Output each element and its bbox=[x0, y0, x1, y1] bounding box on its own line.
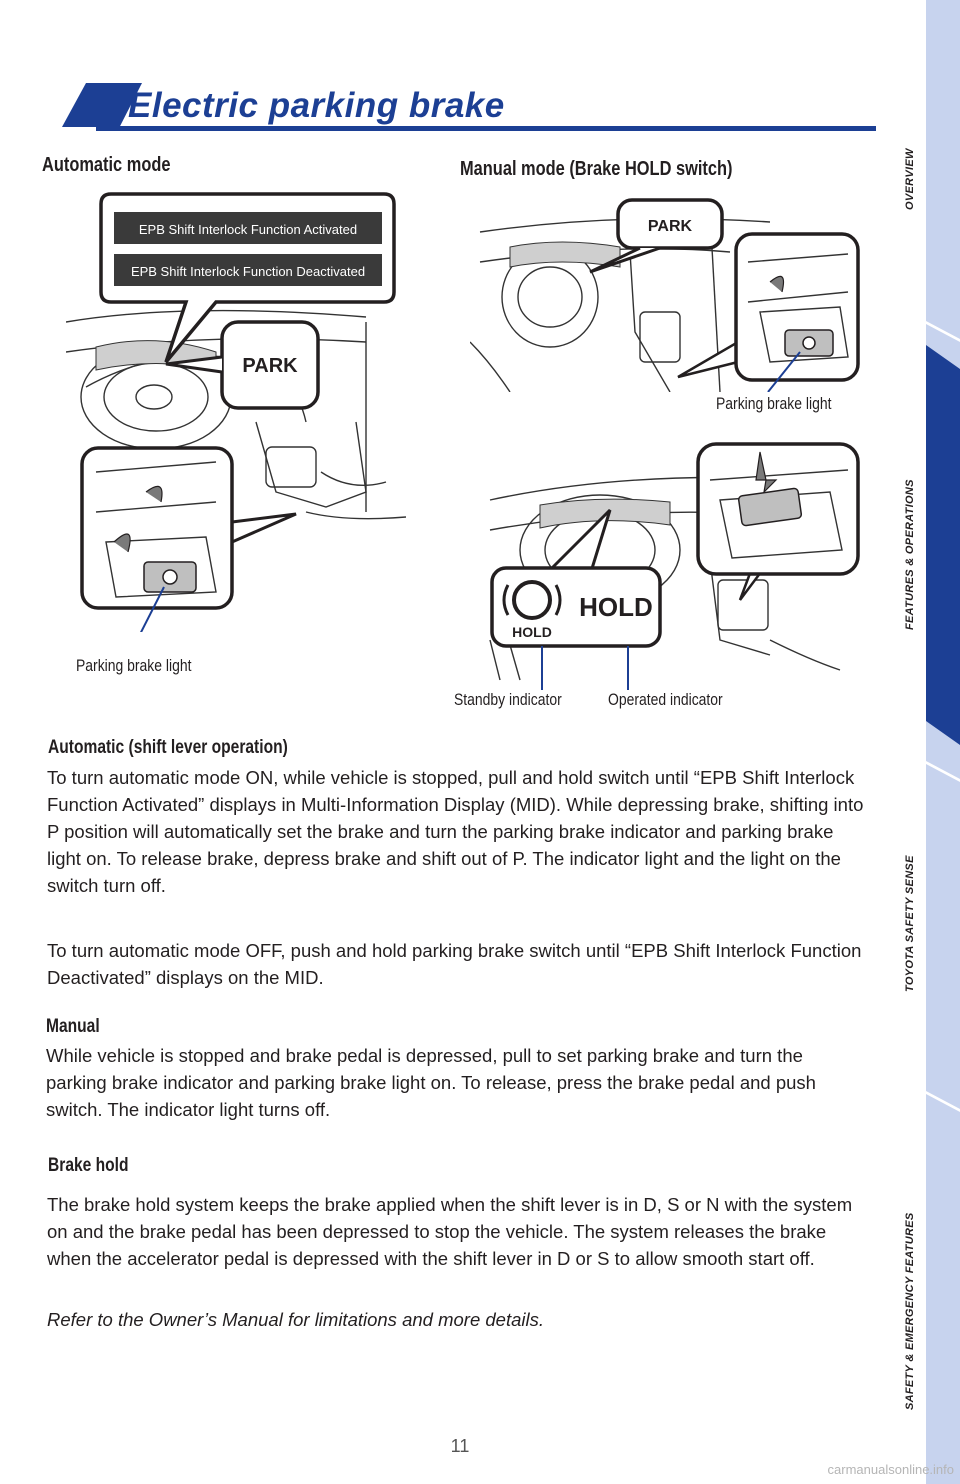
header-rule bbox=[96, 126, 876, 131]
sidebar-item-safety-emergency[interactable]: SAFETY & EMERGENCY FEATURES bbox=[904, 1212, 916, 1410]
hold-small-label: HOLD bbox=[512, 624, 552, 640]
sidebar-background bbox=[926, 0, 960, 1484]
manual-paragraph: While vehicle is stopped and brake pedal is depressed, pull to set parking brake and turn the parking brake indicator and parking brake light on. To release, press the brake pedal and push switch. The indicator light turns off. bbox=[46, 1045, 816, 1120]
page-title: Electric parking brake bbox=[128, 86, 505, 125]
callout-parking-brake-light-manual: Parking brake light bbox=[716, 394, 832, 413]
hold-large-label: HOLD bbox=[579, 592, 653, 622]
sidebar-item-features-operations[interactable]: FEATURES & OPERATIONS bbox=[904, 479, 916, 630]
brake-hold-paragraph: The brake hold system keeps the brake applied when the shift lever is in D, S or N with the system on and the brake pedal has been depressed to stop the vehicle. The system releases the brake when the accelerator pedal is depressed with the shift lever in D or S to allow smooth start off. bbox=[47, 1194, 853, 1269]
msg-activated: EPB Shift Interlock Function Activated bbox=[138, 222, 358, 237]
automatic-mode-drawing bbox=[66, 192, 406, 632]
callout-parking-brake-light-auto: Parking brake light bbox=[76, 656, 192, 675]
msg-deactivated: EPB Shift Interlock Function Deactivated bbox=[130, 264, 366, 279]
sidebar-item-overview[interactable]: OVERVIEW bbox=[904, 148, 916, 210]
callout-operated-indicator: Operated indicator bbox=[608, 690, 723, 709]
manual-mode-top-drawing bbox=[470, 192, 870, 392]
section-sidebar bbox=[898, 0, 960, 1484]
section-heading-automatic: Automatic (shift lever operation) bbox=[48, 737, 288, 758]
sidebar-item-toyota-safety-sense[interactable]: TOYOTA SAFETY SENSE bbox=[904, 855, 916, 992]
park-label-manual: PARK bbox=[647, 218, 693, 235]
brake-hold-drawing bbox=[470, 440, 870, 690]
park-label: PARK bbox=[242, 355, 298, 377]
automatic-mode-illustration bbox=[66, 192, 406, 632]
section-heading-manual: Manual bbox=[46, 1016, 100, 1037]
manual-mode-illustration bbox=[470, 192, 870, 392]
automatic-paragraph-1: To turn automatic mode ON, while vehicle is stopped, pull and hold switch until “EPB Shift Interlock Function Activated” displays in Multi-Information Display (MID). While depressing brake, shifting into P position will automatically set the brake and turn the parking brake indicator and parking brake light on. To release brake, depress brake and shift out of P. The indicator light and the light on the switch turn off. bbox=[47, 767, 864, 896]
page-number: 11 bbox=[450, 1436, 470, 1456]
sidebar-active-tab bbox=[926, 345, 960, 745]
figure-heading-manual: Manual mode (Brake HOLD switch) bbox=[460, 158, 733, 180]
automatic-paragraph-2: To turn automatic mode OFF, push and hold parking brake switch until “EPB Shift Interlock Function Deactivated” displays on the MID. bbox=[47, 940, 862, 988]
callout-standby-indicator: Standby indicator bbox=[454, 690, 562, 709]
figure-heading-automatic: Automatic mode bbox=[42, 154, 171, 176]
owners-manual-note: Refer to the Owner’s Manual for limitations and more details. bbox=[47, 1309, 544, 1330]
section-heading-brake-hold: Brake hold bbox=[48, 1155, 129, 1176]
brake-hold-illustration bbox=[470, 440, 870, 690]
watermark: carmanualsonline.info bbox=[827, 1462, 954, 1477]
